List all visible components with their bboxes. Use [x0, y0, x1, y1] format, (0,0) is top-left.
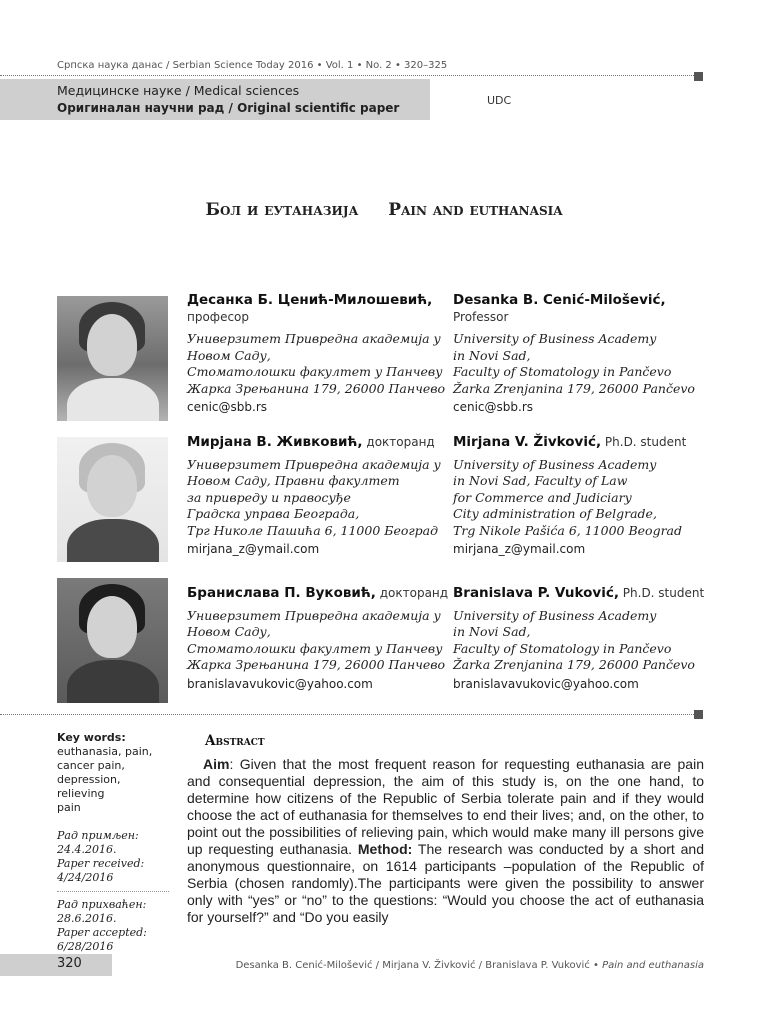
author-2-english: [453, 434, 723, 558]
author-name: Branislava P. Vuković,: [453, 585, 619, 601]
author-role: докторанд: [366, 435, 435, 449]
abstract-body: [187, 756, 704, 926]
author-affiliation: Универзитет Привредна академија у Новом Саду, Стоматолошки факултет у Панчеву Жарка Зрењанина 179, 26000 Панчево: [187, 607, 446, 672]
abstract-divider: [0, 714, 700, 715]
author-email[interactable]: branislavavukovic@yahoo.com: [187, 676, 373, 691]
keywords-title: Key words:: [57, 731, 126, 744]
author-email[interactable]: mirjana_z@ymail.com: [187, 542, 320, 556]
author-name: Бранислава П. Вуковић,: [187, 585, 376, 601]
method-label: Method:: [357, 841, 413, 857]
author-name: Десанка Б. Ценић-Милошевић,: [187, 292, 433, 308]
author-3-serbian: [187, 585, 449, 692]
author-photo-3: [57, 578, 168, 703]
paper-type-line: Оригиналан научни рад / Original scientific paper: [57, 101, 400, 115]
keywords-list: euthanasia, pain, cancer pain, depression, relieving pain: [57, 745, 153, 814]
author-3-english: [453, 585, 723, 692]
footer-authors: Desanka B. Cenić-Milošević / Mirjana V. Živković / Branislava P. Vuković •: [235, 960, 603, 971]
author-email[interactable]: cenic@sbb.rs: [453, 400, 534, 414]
author-affiliation: Универзитет Привредна академија у Новом Саду, Стоматолошки факултет у Панчеву Жарка Зрењанина 179, 26000 Панчево: [187, 331, 446, 396]
author-role: Ph.D. student: [622, 586, 705, 600]
author-1-serbian: [187, 292, 449, 416]
author-affiliation: University of Business Academy in Novi Sad, Faculty of Stomatology in Pančevo Žarka Zrenjanina 179, 26000 Pančevo: [453, 331, 695, 396]
page-number-bar: [0, 954, 112, 976]
received-date-sr: Рад примљен: 24.4.2016.: [57, 829, 139, 856]
author-role: професор: [187, 309, 250, 324]
keywords-block: [57, 731, 169, 954]
method-text: The research was conducted by a short and anonymous questionnaire, on 1614 participants –population of the Republic of Serbia (chosen randomly).The participants were given the possibility to answer only with “yes” or “no” to the questions: “Would you choose the act of euthanasia for yourself?” and “Do you easily: [187, 841, 705, 925]
author-email[interactable]: mirjana_z@ymail.com: [453, 542, 586, 556]
author-email[interactable]: branislavavukovic@yahoo.com: [453, 676, 639, 691]
author-photo-1: [57, 296, 168, 421]
divider-square-icon: [694, 72, 703, 81]
running-footer: [236, 960, 704, 971]
section-line: Медицинске науке / Medical sciences: [57, 83, 300, 98]
divider-square-icon: [694, 710, 703, 719]
accepted-date-sr: Рад прихваћен: 28.6.2016.: [57, 898, 147, 925]
paper-title: [0, 200, 768, 220]
title-english: Pain and euthanasia: [388, 200, 563, 220]
abstract-heading: Abstract: [205, 733, 265, 749]
author-affiliation: University of Business Academy in Novi Sad, Faculty of Stomatology in Pančevo Žarka Zrenjanina 179, 26000 Pančevo: [453, 607, 695, 672]
accepted-date-en: Paper accepted: 6/28/2016: [57, 926, 147, 953]
date-separator: [57, 891, 169, 892]
udc-label: UDC: [487, 94, 512, 107]
received-date-en: Paper received: 4/24/2016: [57, 857, 145, 884]
author-role: Professor: [453, 309, 509, 324]
author-name: Мирјана В. Живковић,: [187, 434, 363, 450]
top-divider: [0, 75, 700, 76]
author-1-english: [453, 292, 723, 416]
title-serbian: Бол и еутаназија: [205, 200, 359, 220]
author-name: Desanka B. Cenić-Milošević,: [453, 292, 666, 308]
author-photo-2: [57, 437, 168, 562]
aim-text: : Given that the most frequent reason for requesting euthanasia are pain and consequential depression, the aim of this study is, on the one hand, to determine how citizens of the Republic of Serbia tolerate pain and if they would choose the act of euthanasia for themselves to end their lives; and, on the other, to point out the possibilities of relieving pain, which would make many ill persons give up requesting euthanasia.: [187, 756, 704, 857]
journal-line: Српска наука данас / Serbian Science Today 2016 • Vol. 1 • No. 2 • 320–325: [57, 60, 448, 71]
author-affiliation: Универзитет Привредна академија у Новом Саду, Правни факултет за привреду и правосуђе Градска управа Београда, Трг Николе Пашића 6, 11000 Београд: [187, 456, 441, 538]
author-2-serbian: [187, 434, 449, 558]
author-role: Ph.D. student: [604, 435, 687, 449]
author-email[interactable]: cenic@sbb.rs: [187, 400, 268, 414]
footer-short-title: Pain and euthanasia: [602, 960, 704, 971]
author-name: Mirjana V. Živković,: [453, 434, 602, 450]
page-number: 320: [57, 956, 82, 971]
section-band: [0, 79, 430, 120]
aim-label: Aim: [203, 756, 230, 772]
author-affiliation: University of Business Academy in Novi Sad, Faculty of Law for Commerce and Judiciary City administration of Belgrade, Trg Nikole Pašića 6, 11000 Beograd: [453, 456, 683, 538]
author-role: докторанд: [379, 586, 449, 600]
